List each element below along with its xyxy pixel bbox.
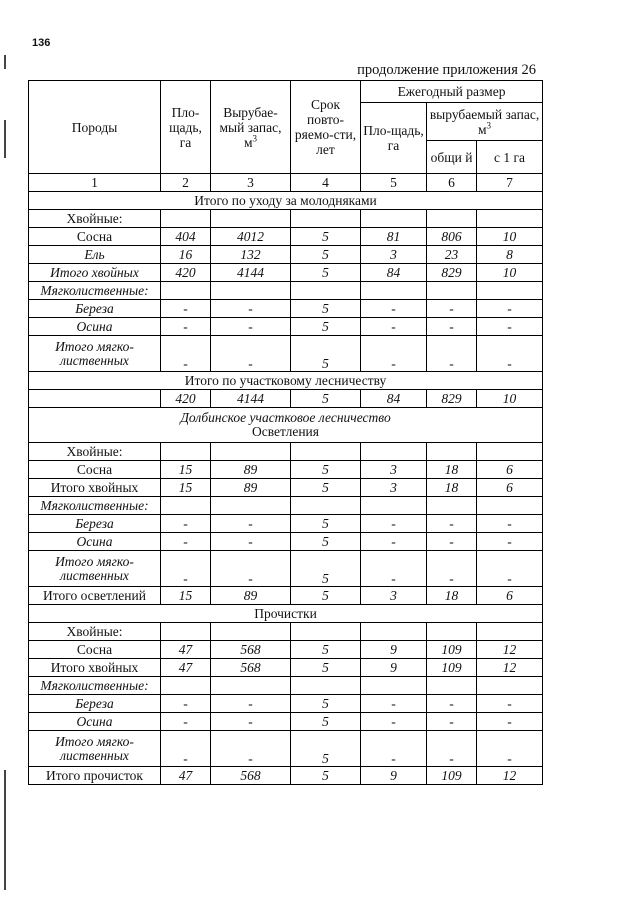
value-cell: 420 (161, 390, 211, 408)
species-cell (29, 336, 161, 372)
column-number: 1 (29, 174, 161, 192)
value-cell (427, 282, 477, 300)
species-cell: Итого прочисток (29, 767, 161, 785)
value-cell: 4144 (211, 390, 291, 408)
species-cell: Итого хвойных (29, 659, 161, 677)
value-cell: 84 (361, 390, 427, 408)
group-label-row (29, 210, 543, 228)
value-cell: 5 (291, 479, 361, 497)
value-cell: - (427, 533, 477, 551)
value-cell: 5 (291, 731, 361, 767)
value-cell: 404 (161, 228, 211, 246)
table-row (29, 533, 543, 551)
value-cell: 6 (477, 587, 543, 605)
value-cell: 5 (291, 551, 361, 587)
value-cell: 81 (361, 228, 427, 246)
value-cell: 3 (361, 587, 427, 605)
species-line: Итого мягко- (55, 553, 134, 569)
table-row (29, 318, 543, 336)
section-title: Итого по участковому лесничеству (29, 372, 543, 390)
header-species: Породы (29, 81, 161, 174)
table-row (29, 731, 543, 767)
species-cell: Осина (29, 533, 161, 551)
value-cell: 806 (427, 228, 477, 246)
species-cell (29, 551, 161, 587)
value-cell: 5 (291, 695, 361, 713)
value-cell (211, 282, 291, 300)
group-label-row (29, 677, 543, 695)
value-cell: 568 (211, 641, 291, 659)
value-cell: 9 (361, 659, 427, 677)
value-cell: 5 (291, 461, 361, 479)
column-numbers-row (29, 174, 543, 192)
value-cell: - (477, 551, 543, 587)
value-cell (477, 443, 543, 461)
species-cell: Сосна (29, 461, 161, 479)
value-cell: - (477, 336, 543, 372)
value-cell: - (211, 300, 291, 318)
value-cell (211, 210, 291, 228)
value-cell: 89 (211, 461, 291, 479)
value-cell (211, 497, 291, 515)
value-cell (361, 623, 427, 641)
continuation-caption: продолжение приложения 26 (357, 62, 536, 78)
species-cell: Осина (29, 318, 161, 336)
scan-margin-mark (4, 770, 6, 890)
value-cell: 6 (477, 479, 543, 497)
value-cell: 4144 (211, 264, 291, 282)
value-cell (291, 210, 361, 228)
value-cell: 3 (361, 246, 427, 264)
value-cell: - (477, 300, 543, 318)
page-number: 136 (32, 37, 51, 49)
species-line: Итого мягко- (55, 338, 134, 354)
value-cell (427, 677, 477, 695)
value-cell: 5 (291, 228, 361, 246)
section-title (29, 408, 543, 443)
value-cell: - (211, 731, 291, 767)
value-cell: - (427, 551, 477, 587)
value-cell: - (161, 300, 211, 318)
value-cell: - (427, 318, 477, 336)
value-cell: - (161, 515, 211, 533)
species-cell: Мягколиственные: (29, 282, 161, 300)
value-cell (477, 497, 543, 515)
value-cell: 15 (161, 479, 211, 497)
header-area: Пло-щадь, га (161, 81, 211, 174)
table-row (29, 713, 543, 731)
section-header-row (29, 192, 543, 210)
value-cell: - (161, 551, 211, 587)
species-cell: Итого хвойных (29, 479, 161, 497)
value-cell: 132 (211, 246, 291, 264)
species-cell: Ель (29, 246, 161, 264)
header-per-ha: с 1 га (477, 141, 543, 174)
value-cell: 8 (477, 246, 543, 264)
species-line: Итого мягко- (55, 733, 134, 749)
table-row (29, 767, 543, 785)
section-title: Прочистки (29, 605, 543, 623)
value-cell: - (161, 695, 211, 713)
value-cell: - (477, 731, 543, 767)
species-cell: Итого осветлений (29, 587, 161, 605)
value-cell: - (211, 515, 291, 533)
value-cell (161, 623, 211, 641)
value-cell: 568 (211, 767, 291, 785)
value-cell: 47 (161, 641, 211, 659)
value-cell: - (477, 713, 543, 731)
value-cell: 12 (477, 659, 543, 677)
header-annual-area: Пло-щадь, га (361, 103, 427, 174)
value-cell: 5 (291, 390, 361, 408)
value-cell: - (211, 318, 291, 336)
section-header-row (29, 372, 543, 390)
value-cell: 6 (477, 461, 543, 479)
value-cell: - (427, 731, 477, 767)
value-cell: 15 (161, 461, 211, 479)
value-cell (161, 443, 211, 461)
value-cell: 5 (291, 246, 361, 264)
value-cell: - (477, 695, 543, 713)
table-row (29, 587, 543, 605)
group-label-row (29, 497, 543, 515)
value-cell: - (211, 695, 291, 713)
table-row (29, 659, 543, 677)
value-cell: - (161, 533, 211, 551)
group-label-row (29, 623, 543, 641)
species-cell: Хвойные: (29, 623, 161, 641)
value-cell: 18 (427, 479, 477, 497)
value-cell: 5 (291, 300, 361, 318)
group-label-row (29, 282, 543, 300)
value-cell: - (211, 336, 291, 372)
value-cell (477, 210, 543, 228)
value-cell (161, 677, 211, 695)
value-cell: - (161, 731, 211, 767)
section-subtitle-line: Осветления (252, 424, 319, 439)
section-header-row (29, 605, 543, 623)
value-cell (427, 497, 477, 515)
value-cell: 5 (291, 533, 361, 551)
value-cell: - (361, 713, 427, 731)
value-cell: 10 (477, 264, 543, 282)
value-cell: 16 (161, 246, 211, 264)
value-cell: 5 (291, 515, 361, 533)
value-cell (291, 443, 361, 461)
value-cell: - (211, 713, 291, 731)
value-cell: - (161, 318, 211, 336)
section-title-line: Долбинское участковое лесничество (180, 410, 391, 425)
value-cell: - (361, 336, 427, 372)
value-cell (211, 443, 291, 461)
value-cell: 89 (211, 587, 291, 605)
value-cell: - (477, 318, 543, 336)
column-number: 3 (211, 174, 291, 192)
section-header-row (29, 408, 543, 443)
value-cell (161, 282, 211, 300)
value-cell: 5 (291, 659, 361, 677)
table-body (29, 192, 543, 785)
value-cell: 12 (477, 641, 543, 659)
value-cell: - (361, 695, 427, 713)
table-row (29, 228, 543, 246)
table-row (29, 246, 543, 264)
value-cell: 5 (291, 641, 361, 659)
table-row (29, 479, 543, 497)
value-cell (477, 623, 543, 641)
table-row (29, 264, 543, 282)
table-row (29, 641, 543, 659)
allotment-table (28, 80, 543, 785)
header-period: Срок повто-ряемо-сти, лет (291, 81, 361, 174)
value-cell (161, 210, 211, 228)
species-cell: Осина (29, 713, 161, 731)
value-cell: 10 (477, 390, 543, 408)
value-cell: 829 (427, 390, 477, 408)
header-stock: Вырубае-мый запас, $м^3$ (211, 81, 291, 174)
column-number: 7 (477, 174, 543, 192)
value-cell: 4012 (211, 228, 291, 246)
value-cell: 568 (211, 659, 291, 677)
value-cell: 109 (427, 641, 477, 659)
value-cell: - (427, 695, 477, 713)
header-total: общи й (427, 141, 477, 174)
value-cell: 47 (161, 659, 211, 677)
value-cell: - (477, 515, 543, 533)
value-cell: - (427, 713, 477, 731)
group-label-row (29, 443, 543, 461)
species-cell: Итого хвойных (29, 264, 161, 282)
value-cell (361, 210, 427, 228)
value-cell: 84 (361, 264, 427, 282)
column-number: 5 (361, 174, 427, 192)
header-annual-stock: вырубаемый запас, $м^3$ (427, 103, 543, 141)
value-cell (211, 623, 291, 641)
species-cell (29, 390, 161, 408)
value-cell (291, 282, 361, 300)
value-cell: - (361, 300, 427, 318)
value-cell (291, 623, 361, 641)
value-cell: 3 (361, 479, 427, 497)
species-line: лиственных (60, 352, 129, 368)
value-cell (361, 443, 427, 461)
value-cell: 5 (291, 713, 361, 731)
value-cell: - (361, 533, 427, 551)
value-cell: - (361, 515, 427, 533)
value-cell (291, 497, 361, 515)
value-cell: 89 (211, 479, 291, 497)
section-title: Итого по уходу за молодняками (29, 192, 543, 210)
value-cell: 420 (161, 264, 211, 282)
value-cell: - (427, 515, 477, 533)
species-cell: Мягколиственные: (29, 497, 161, 515)
value-cell: - (477, 533, 543, 551)
column-number: 4 (291, 174, 361, 192)
value-cell (361, 282, 427, 300)
species-line: лиственных (60, 567, 129, 583)
value-cell: - (161, 336, 211, 372)
value-cell (427, 623, 477, 641)
value-cell: 18 (427, 587, 477, 605)
value-cell: 109 (427, 659, 477, 677)
value-cell: 829 (427, 264, 477, 282)
value-cell: 10 (477, 228, 543, 246)
value-cell (477, 677, 543, 695)
value-cell: - (161, 713, 211, 731)
value-cell: 5 (291, 264, 361, 282)
value-cell: 5 (291, 336, 361, 372)
table-row (29, 695, 543, 713)
column-number: 2 (161, 174, 211, 192)
value-cell: 15 (161, 587, 211, 605)
table-row (29, 461, 543, 479)
value-cell: - (427, 336, 477, 372)
value-cell (361, 497, 427, 515)
value-cell (477, 282, 543, 300)
species-cell: Сосна (29, 641, 161, 659)
value-cell: 109 (427, 767, 477, 785)
value-cell (427, 443, 477, 461)
table-row (29, 515, 543, 533)
value-cell: 23 (427, 246, 477, 264)
value-cell: - (427, 300, 477, 318)
species-cell: Береза (29, 695, 161, 713)
species-cell: Мягколиственные: (29, 677, 161, 695)
species-cell: Береза (29, 300, 161, 318)
header-annual: Ежегодный размер (361, 81, 543, 103)
value-cell: 3 (361, 461, 427, 479)
value-cell: - (361, 731, 427, 767)
table-row (29, 390, 543, 408)
value-cell (211, 677, 291, 695)
value-cell: 5 (291, 318, 361, 336)
value-cell: 12 (477, 767, 543, 785)
scan-margin-mark (4, 55, 6, 69)
species-line: лиственных (60, 747, 129, 763)
species-cell: Хвойные: (29, 210, 161, 228)
value-cell: - (361, 551, 427, 587)
table-row (29, 300, 543, 318)
value-cell: 47 (161, 767, 211, 785)
value-cell: - (211, 551, 291, 587)
value-cell: 5 (291, 587, 361, 605)
species-cell: Хвойные: (29, 443, 161, 461)
table-row (29, 551, 543, 587)
value-cell (291, 677, 361, 695)
scan-margin-mark (4, 120, 6, 158)
value-cell: 9 (361, 767, 427, 785)
column-number: 6 (427, 174, 477, 192)
table-row (29, 336, 543, 372)
value-cell: 9 (361, 641, 427, 659)
value-cell: 5 (291, 767, 361, 785)
species-cell (29, 731, 161, 767)
value-cell: - (361, 318, 427, 336)
species-cell: Береза (29, 515, 161, 533)
value-cell (161, 497, 211, 515)
species-cell: Сосна (29, 228, 161, 246)
value-cell (427, 210, 477, 228)
value-cell (361, 677, 427, 695)
value-cell: - (211, 533, 291, 551)
value-cell: 18 (427, 461, 477, 479)
